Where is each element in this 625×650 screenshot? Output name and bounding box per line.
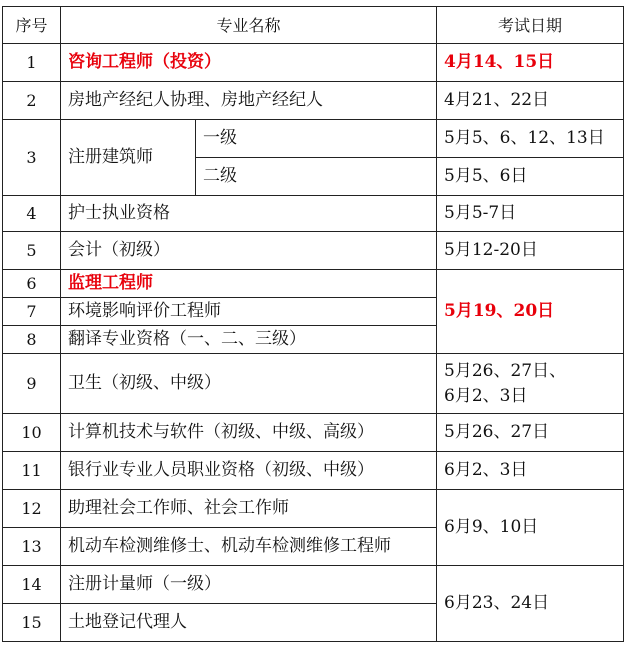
- table-row: [3, 490, 624, 528]
- row-num: 6: [3, 270, 61, 298]
- row-date: 5月5、6、12、13日: [437, 120, 624, 158]
- row-num: 4: [3, 196, 61, 232]
- table-row: [3, 566, 624, 604]
- row-num: 8: [3, 326, 61, 354]
- table-row: [3, 44, 624, 82]
- row-date-line: 6月2、3日: [444, 385, 528, 406]
- row-name: 银行业专业人员职业资格（初级、中级）: [61, 452, 437, 490]
- header-row: [3, 7, 624, 44]
- table-row: [3, 120, 624, 158]
- table-row: [3, 270, 624, 298]
- row-date-line: 5月26、27日、: [444, 360, 567, 381]
- row-name: 环境影响评价工程师: [61, 298, 437, 326]
- row-name: 助理社会工作师、社会工作师: [61, 490, 437, 528]
- row-date: [437, 354, 624, 414]
- table-row: [3, 232, 624, 270]
- row-name: 会计（初级）: [61, 232, 437, 270]
- row-date: 5月12-20日: [437, 232, 624, 270]
- row-num: 14: [3, 566, 61, 604]
- row-name: 护士执业资格: [61, 196, 437, 232]
- row-name: 土地登记代理人: [61, 604, 437, 642]
- row-num: 2: [3, 82, 61, 120]
- row-num: 13: [3, 528, 61, 566]
- exam-schedule-table: [2, 6, 624, 642]
- row-name: 监理工程师: [61, 270, 437, 298]
- row-num: 3: [3, 120, 61, 196]
- row-name: 翻译专业资格（一、二、三级）: [61, 326, 437, 354]
- row-name: 计算机技术与软件（初级、中级、高级）: [61, 414, 437, 452]
- row-sub-level: 一级: [196, 120, 437, 158]
- header-date: 考试日期: [437, 7, 624, 44]
- table-row: [3, 452, 624, 490]
- row-date: 4月14、15日: [437, 44, 624, 82]
- row-name: 机动车检测维修士、机动车检测维修工程师: [61, 528, 437, 566]
- row-date: 5月19、20日: [437, 270, 624, 354]
- row-date: 4月21、22日: [437, 82, 624, 120]
- table-row: [3, 414, 624, 452]
- header-num: 序号: [3, 7, 61, 44]
- row-date: 6月9、10日: [437, 490, 624, 566]
- row-num: 7: [3, 298, 61, 326]
- row-num: 15: [3, 604, 61, 642]
- table-row: [3, 196, 624, 232]
- row-name: 房地产经纪人协理、房地产经纪人: [61, 82, 437, 120]
- row-num: 1: [3, 44, 61, 82]
- row-num: 10: [3, 414, 61, 452]
- row-name: 咨询工程师（投资）: [61, 44, 437, 82]
- table-row: [3, 354, 624, 414]
- header-name: 专业名称: [61, 7, 437, 44]
- row-date: 5月5-7日: [437, 196, 624, 232]
- row-date: 5月5、6日: [437, 158, 624, 196]
- row-sub-level: 二级: [196, 158, 437, 196]
- table-row: [3, 82, 624, 120]
- row-date: 6月23、24日: [437, 566, 624, 642]
- row-num: 9: [3, 354, 61, 414]
- row-num: 11: [3, 452, 61, 490]
- row-name: 注册建筑师: [61, 120, 196, 196]
- row-num: 5: [3, 232, 61, 270]
- row-name: 注册计量师（一级）: [61, 566, 437, 604]
- row-name: 卫生（初级、中级）: [61, 354, 437, 414]
- row-num: 12: [3, 490, 61, 528]
- row-date: 5月26、27日: [437, 414, 624, 452]
- row-date: 6月2、3日: [437, 452, 624, 490]
